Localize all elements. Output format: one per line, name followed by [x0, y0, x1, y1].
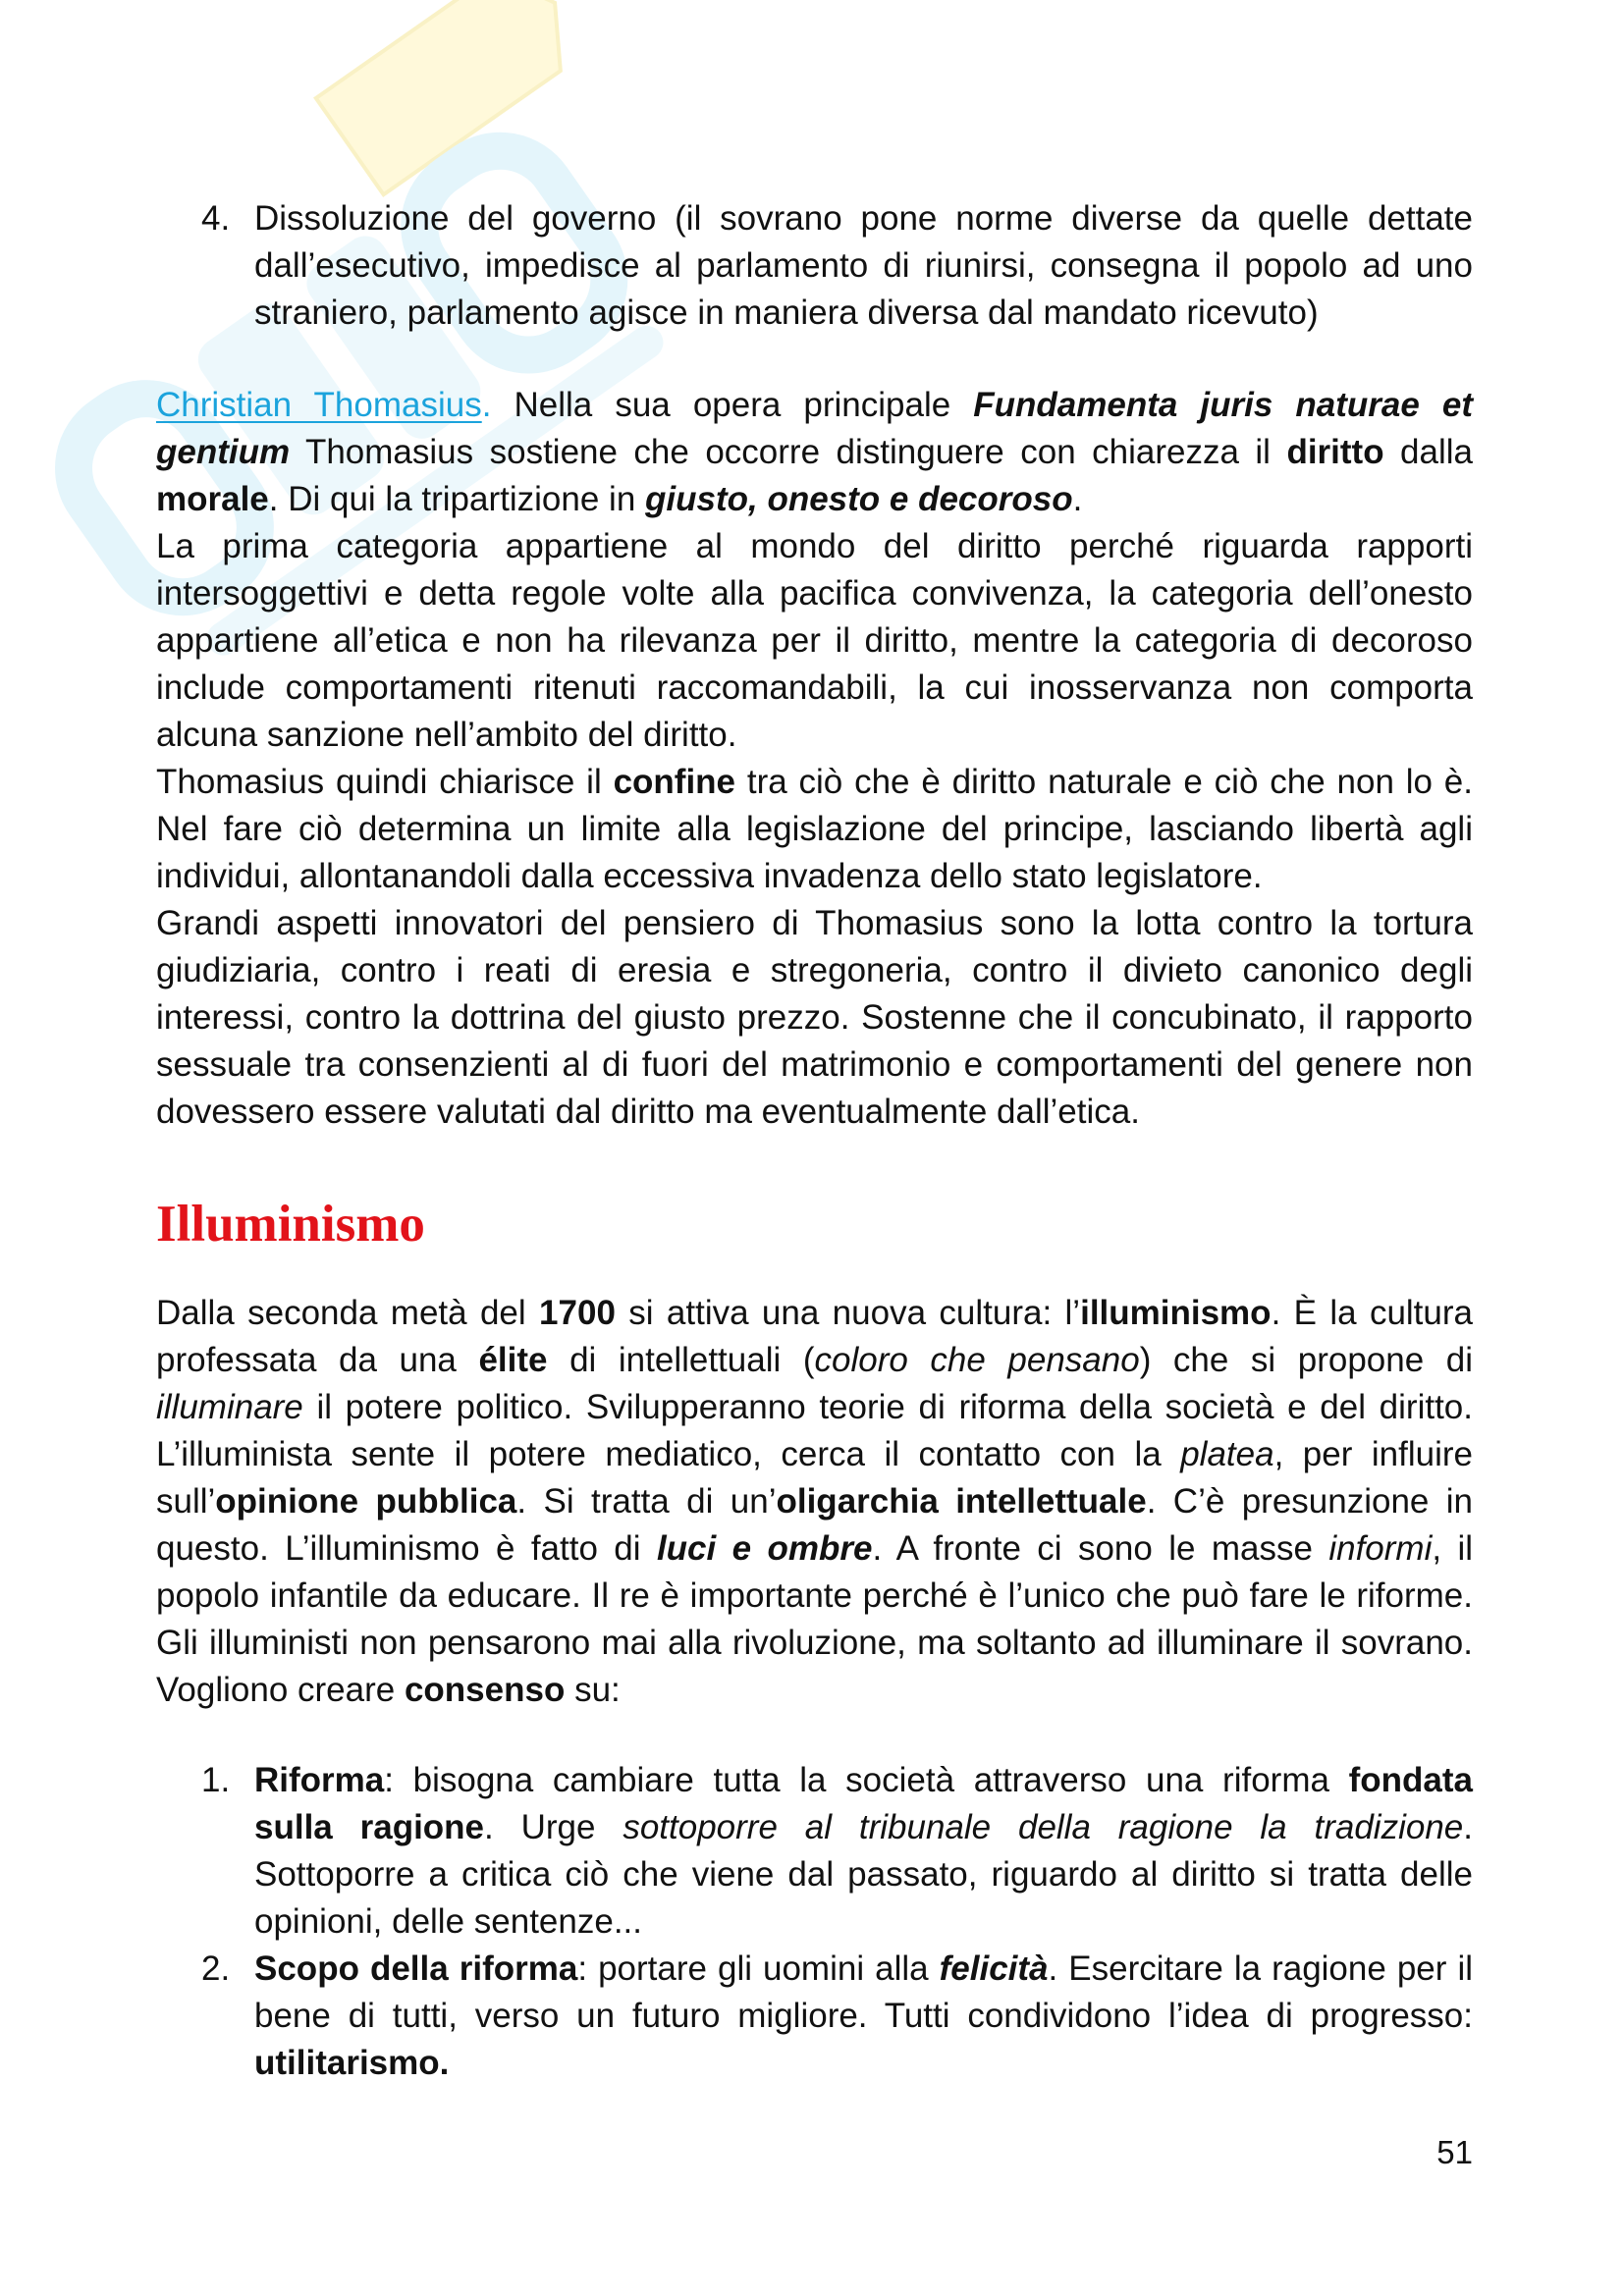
- text-run: , il popolo infantile da educare. Il re è importante perché è l’unico che può fare le riforme. Gli illuministi non pensarono mai alla rivoluzione, ma soltanto ad illuminare il sovrano. Vogliono creare: [156, 1529, 1474, 1709]
- section-heading-illuminismo: Illuminismo: [156, 1196, 425, 1253]
- bold-term: oligarchia intellettuale: [776, 1482, 1147, 1521]
- text-run: , per influire sull’: [156, 1435, 1473, 1521]
- text-run: Nella sua opera principale: [491, 386, 974, 424]
- text-run: il potere politico. Svilupperanno teorie di riforma della società e del diritto. L’illuminista sente il potere mediatico, cerca il contatto con la: [156, 1388, 1473, 1473]
- text-run: Thomasius sostiene che occorre distinguere con chiarezza il: [290, 433, 1287, 471]
- paragraph-innovations: [156, 900, 1473, 1136]
- list-item: [156, 1757, 1473, 1946]
- list-item-text: Dissoluzione del governo (il sovrano pone norme diverse da quelle dettate dall’esecutivo, impedisce al parlamento di riunirsi, consegna il popolo ad uno straniero, parlamento agisce in maniera diversa dal mandato ricevuto): [254, 199, 1473, 332]
- text-run: . Di qui la tripartizione in: [268, 480, 646, 518]
- bold-term: élite: [478, 1341, 548, 1379]
- list-number: 2.: [201, 1949, 231, 1988]
- bold-italic-term: felicità: [939, 1949, 1049, 1988]
- paragraph-categories: [156, 523, 1473, 759]
- page-content: [156, 195, 1473, 2087]
- consensus-list: [156, 1757, 1473, 2087]
- dissolution-list: [156, 195, 1473, 337]
- text-run: . C’è presunzione in questo. L’illuminismo è fatto di: [156, 1482, 1474, 1568]
- text-run: . Sottoporre a critica ciò che viene dal passato, riguardo al diritto si tratta delle opinioni, delle sentenze...: [254, 1808, 1473, 1941]
- text-run: . A fronte ci sono le masse: [872, 1529, 1329, 1568]
- text-run: .: [1072, 480, 1083, 518]
- bold-term: confine: [613, 763, 736, 801]
- italic-term: illuminare: [156, 1388, 303, 1426]
- bold-term: utilitarismo.: [254, 2044, 450, 2082]
- list-item: [156, 1946, 1473, 2087]
- thomasius-section: [156, 382, 1473, 1136]
- bold-term: fondata sulla ragione: [254, 1761, 1473, 1846]
- text-run: .: [481, 386, 492, 424]
- paragraph-confine: [156, 759, 1473, 900]
- work-title: Fundamenta juris naturae et gentium: [156, 386, 1473, 471]
- paragraph-thomasius-intro: [156, 382, 1473, 523]
- bold-term: 1700: [539, 1294, 616, 1332]
- italic-term: sottoporre al tribunale della ragione la tradizione: [623, 1808, 1464, 1846]
- bold-term: consenso: [404, 1671, 566, 1709]
- italic-term: informi: [1328, 1529, 1433, 1568]
- text-run: La prima categoria appartiene al mondo del diritto perché riguarda rapporti intersoggettivi e detta regole volte alla pacifica convivenza, la categoria dell’onesto appartiene all’etica e non ha rilevanza per il diritto, mentre la categoria di decoroso include comportamenti ritenuti raccomandabili, la cui inosservanza non comporta alcuna sanzione nell’ambito del diritto.: [156, 527, 1473, 754]
- bold-term: illuminismo: [1080, 1294, 1272, 1332]
- bold-term: morale: [156, 480, 269, 518]
- italic-term: platea: [1180, 1435, 1274, 1473]
- text-run: . Si tratta di un’: [516, 1482, 777, 1521]
- text-run: Thomasius quindi chiarisce il: [156, 763, 614, 801]
- text-run: . È la cultura professata da una: [156, 1294, 1473, 1379]
- bold-term: opinione pubblica: [215, 1482, 517, 1521]
- text-run: dalla: [1383, 433, 1474, 471]
- list-item: [156, 195, 1473, 337]
- text-run: . Esercitare la ragione per il bene di tutti, verso un futuro migliore. Tutti condividono l’idea di progresso:: [254, 1949, 1473, 2035]
- author-link-christian-thomasius[interactable]: Christian Thomasius: [156, 386, 482, 424]
- paragraph-illuminismo-intro: [156, 1290, 1473, 1714]
- text-run: Grandi aspetti innovatori del pensiero di Thomasius sono la lotta contro la tortura giudiziaria, contro i reati di eresia e stregoneria, contro il divieto canonico degli interessi, contro la dottrina del giusto prezzo. Sostenne che il concubinato, il rapporto sessuale tra consenzienti al di fuori del matrimonio e comportamenti del genere non dovessero essere valutati dal diritto ma eventualmente dall’etica.: [156, 904, 1473, 1131]
- text-run: su:: [565, 1671, 621, 1709]
- text-run: tra ciò che è diritto naturale e ciò che non lo è. Nel fare ciò determina un limite alla legislazione del principe, lasciando libertà agli individui, allontanandoli dalla eccessiva invadenza dello stato legislatore.: [156, 763, 1473, 895]
- text-run: Dalla seconda metà del: [156, 1294, 540, 1332]
- bold-term: Riforma: [254, 1761, 385, 1799]
- bold-term: Scopo della riforma: [254, 1949, 578, 1988]
- italic-term: coloro che pensano: [814, 1341, 1140, 1379]
- list-number: 4.: [201, 199, 231, 238]
- text-run: : bisogna cambiare tutta la società attraverso una riforma: [384, 1761, 1349, 1799]
- text-run: ) che si propone di: [1139, 1341, 1474, 1379]
- page-number: 51: [1436, 2134, 1473, 2170]
- text-run: si attiva una nuova cultura: l’: [615, 1294, 1081, 1332]
- text-run: di intellettuali (: [547, 1341, 815, 1379]
- bold-italic-term: luci e ombre: [656, 1529, 873, 1568]
- bold-italic-term: giusto, onesto e decoroso: [645, 480, 1073, 518]
- text-run: : portare gli uomini alla: [577, 1949, 940, 1988]
- bold-term: diritto: [1286, 433, 1384, 471]
- list-number: 1.: [201, 1761, 231, 1799]
- text-run: . Urge: [484, 1808, 623, 1846]
